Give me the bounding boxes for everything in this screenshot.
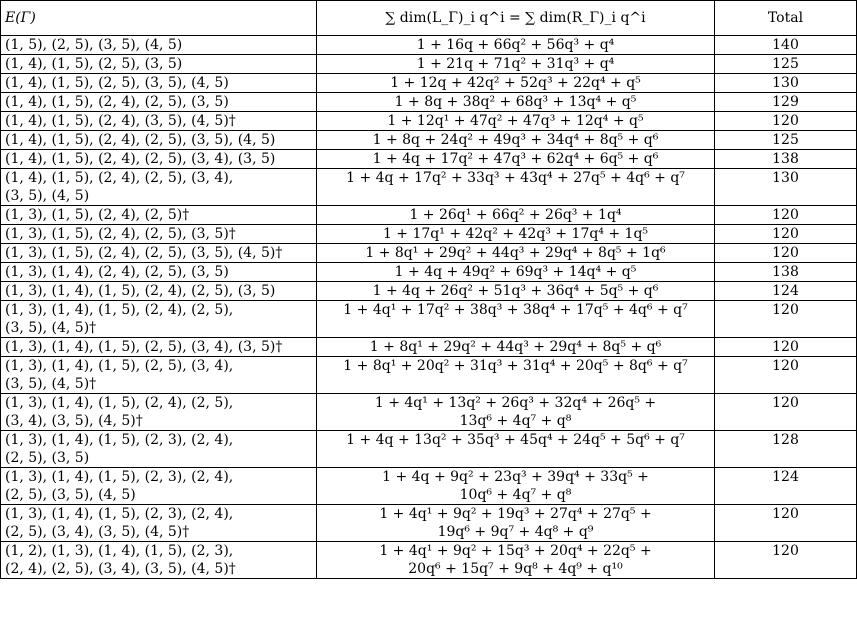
- header-dimension-sum: ∑ dim(L_Γ)_i q^i = ∑ dim(R_Γ)_i q^i: [317, 1, 715, 36]
- total-cell-text: 120: [772, 339, 799, 355]
- dimension-polynomial-cell-text: 1 + 4q + 13q² + 35q³ + 45q⁴ + 24q⁵ + 5q⁶ + q⁷: [346, 432, 685, 448]
- table-body: [1, 36, 857, 579]
- table-row: [1, 542, 857, 579]
- edge-set-cell: [1, 150, 317, 169]
- total-cell-text: 128: [772, 432, 799, 448]
- total-cell: [715, 468, 857, 505]
- dimension-polynomial-cell: [317, 338, 715, 357]
- total-cell-text: 130: [772, 75, 799, 91]
- total-cell-text: 129: [772, 94, 799, 110]
- dimension-polynomial-cell: [317, 206, 715, 225]
- dimension-polynomial-cell: [317, 263, 715, 282]
- header-edges: E(Γ): [1, 1, 317, 36]
- edge-set-cell: [1, 169, 317, 206]
- edge-set-cell: [1, 301, 317, 338]
- table-row: [1, 225, 857, 244]
- edge-set-cell-text: (1, 4), (1, 5), (2, 4), (2, 5), (3, 4), (3, 5), (4, 5): [5, 170, 234, 204]
- edge-set-cell: [1, 74, 317, 93]
- table-row: [1, 301, 857, 338]
- edge-set-cell: [1, 206, 317, 225]
- total-cell-text: 124: [772, 469, 799, 485]
- table-row: [1, 431, 857, 468]
- edge-set-cell-text: (1, 3), (1, 4), (1, 5), (2, 5), (3, 4), (3, 5), (4, 5)†: [5, 358, 234, 392]
- dimension-polynomial-cell: [317, 357, 715, 394]
- dimension-polynomial-cell: [317, 225, 715, 244]
- dimension-polynomial-cell: [317, 282, 715, 301]
- edge-set-cell: [1, 131, 317, 150]
- edge-set-cell-text: (1, 4), (1, 5), (2, 4), (2, 5), (3, 5): [5, 94, 229, 110]
- total-cell-text: 130: [772, 170, 799, 186]
- edge-set-cell-text: (1, 4), (1, 5), (2, 4), (3, 5), (4, 5)†: [5, 113, 236, 129]
- dimension-polynomial-cell-text: 1 + 4q + 17q² + 33q³ + 43q⁴ + 27q⁵ + 4q⁶ + q⁷: [346, 170, 685, 186]
- total-cell: [715, 431, 857, 468]
- total-cell: [715, 206, 857, 225]
- dimension-polynomial-cell: [317, 112, 715, 131]
- edge-set-cell: [1, 263, 317, 282]
- total-cell-text: 138: [772, 264, 799, 280]
- dimension-polynomial-cell-text: 1 + 16q + 66q² + 56q³ + q⁴: [416, 37, 615, 53]
- dimension-polynomial-cell: [317, 301, 715, 338]
- total-cell: [715, 36, 857, 55]
- dimension-polynomial-cell: [317, 244, 715, 263]
- total-cell-text: 125: [772, 132, 799, 148]
- dimension-polynomial-cell-text: 1 + 8q + 24q² + 49q³ + 34q⁴ + 8q⁵ + q⁶: [372, 132, 659, 148]
- table-row: [1, 169, 857, 206]
- edge-set-cell: [1, 282, 317, 301]
- edge-set-cell: [1, 468, 317, 505]
- dimension-polynomial-cell-text: 1 + 8q¹ + 29q² + 44q³ + 29q⁴ + 8q⁵ + 1q⁶: [365, 245, 666, 261]
- total-cell-text: 120: [772, 506, 799, 522]
- edge-set-cell-text: (1, 3), (1, 4), (1, 5), (2, 4), (2, 5), (3, 5), (4, 5)†: [5, 302, 234, 336]
- edge-set-cell: [1, 394, 317, 431]
- total-cell: [715, 55, 857, 74]
- edge-set-cell-text: (1, 3), (1, 4), (1, 5), (2, 3), (2, 4), (2, 5), (3, 5), (4, 5): [5, 469, 234, 503]
- total-cell-text: 120: [772, 302, 799, 318]
- dimension-polynomial-cell: [317, 169, 715, 206]
- dimension-polynomial-cell: [317, 431, 715, 468]
- dimension-polynomial-cell-text: 1 + 8q + 38q² + 68q³ + 13q⁴ + q⁵: [394, 94, 637, 110]
- edge-set-cell-text: (1, 4), (1, 5), (2, 4), (2, 5), (3, 4), (3, 5): [5, 151, 276, 167]
- edge-set-cell-text: (1, 3), (1, 4), (1, 5), (2, 3), (2, 4), (2, 5), (3, 4), (3, 5), (4, 5)†: [5, 506, 234, 540]
- edge-set-cell-text: (1, 5), (2, 5), (3, 5), (4, 5): [5, 37, 183, 53]
- total-cell-text: 120: [772, 543, 799, 559]
- total-cell: [715, 505, 857, 542]
- table-row: [1, 357, 857, 394]
- total-cell: [715, 263, 857, 282]
- dimension-polynomial-cell-text: 1 + 21q + 71q² + 31q³ + q⁴: [416, 56, 615, 72]
- table-row: [1, 112, 857, 131]
- total-cell-text: 138: [772, 151, 799, 167]
- edge-set-cell-text: (1, 4), (1, 5), (2, 5), (3, 5): [5, 56, 183, 72]
- total-cell: [715, 131, 857, 150]
- edge-set-cell: [1, 431, 317, 468]
- edge-set-cell-text: (1, 3), (1, 5), (2, 4), (2, 5), (3, 5), (4, 5)†: [5, 245, 283, 261]
- total-cell: [715, 282, 857, 301]
- dimension-polynomial-cell-text: 1 + 4q¹ + 17q² + 38q³ + 38q⁴ + 17q⁵ + 4q⁶ + q⁷: [343, 302, 688, 318]
- total-cell-text: 120: [772, 207, 799, 223]
- dimension-polynomial-cell-text: 1 + 4q¹ + 9q² + 15q³ + 20q⁴ + 22q⁵ + 20q⁶ + 15q⁷ + 9q⁸ + 4q⁹ + q¹⁰: [379, 543, 652, 577]
- total-cell: [715, 301, 857, 338]
- total-cell-text: 120: [772, 113, 799, 129]
- total-cell: [715, 93, 857, 112]
- dimension-polynomial-cell: [317, 93, 715, 112]
- total-cell: [715, 394, 857, 431]
- edge-set-cell: [1, 338, 317, 357]
- dimension-polynomial-cell: [317, 542, 715, 579]
- total-cell: [715, 244, 857, 263]
- total-cell: [715, 112, 857, 131]
- edge-set-cell-text: (1, 4), (1, 5), (2, 5), (3, 5), (4, 5): [5, 75, 229, 91]
- edge-set-cell-text: (1, 3), (1, 4), (1, 5), (2, 3), (2, 4), (2, 5), (3, 5): [5, 432, 234, 466]
- total-cell: [715, 74, 857, 93]
- edge-set-cell: [1, 112, 317, 131]
- edge-set-cell-text: (1, 3), (1, 5), (2, 4), (2, 5)†: [5, 207, 190, 223]
- dimension-polynomial-cell: [317, 394, 715, 431]
- table-row: [1, 468, 857, 505]
- table-row: [1, 263, 857, 282]
- table-row: [1, 74, 857, 93]
- total-cell-text: 120: [772, 358, 799, 374]
- dimension-polynomial-cell: [317, 55, 715, 74]
- dimension-polynomial-cell: [317, 36, 715, 55]
- table-row: [1, 505, 857, 542]
- dimension-polynomial-cell-text: 1 + 4q + 26q² + 51q³ + 36q⁴ + 5q⁵ + q⁶: [372, 283, 659, 299]
- dimension-polynomial-cell-text: 1 + 26q¹ + 66q² + 26q³ + 1q⁴: [409, 207, 622, 223]
- table-row: [1, 394, 857, 431]
- table-row: [1, 131, 857, 150]
- edge-set-cell: [1, 357, 317, 394]
- total-cell-text: 120: [772, 395, 799, 411]
- header-row: [1, 1, 857, 36]
- total-cell: [715, 169, 857, 206]
- dimension-polynomial-cell-text: 1 + 12q¹ + 47q² + 47q³ + 12q⁴ + q⁵: [387, 113, 644, 129]
- dimension-polynomial-cell-text: 1 + 8q¹ + 20q² + 31q³ + 31q⁴ + 20q⁵ + 8q⁶ + q⁷: [343, 358, 688, 374]
- dimension-polynomial-cell-text: 1 + 17q¹ + 42q² + 42q³ + 17q⁴ + 1q⁵: [382, 226, 649, 242]
- edge-set-cell-text: (1, 3), (1, 4), (1, 5), (2, 4), (2, 5), (3, 4), (3, 5), (4, 5)†: [5, 395, 234, 429]
- edge-set-cell-text: (1, 3), (1, 4), (2, 4), (2, 5), (3, 5): [5, 264, 229, 280]
- total-cell-text: 140: [772, 37, 799, 53]
- dimension-polynomial-cell-text: 1 + 4q¹ + 9q² + 19q³ + 27q⁴ + 27q⁵ + 19q⁶ + 9q⁷ + 4q⁸ + q⁹: [379, 506, 652, 540]
- total-cell-text: 120: [772, 226, 799, 242]
- dimension-polynomial-cell: [317, 150, 715, 169]
- edge-set-cell: [1, 505, 317, 542]
- total-cell: [715, 357, 857, 394]
- table-row: [1, 282, 857, 301]
- dimension-polynomial-cell: [317, 74, 715, 93]
- edge-set-cell: [1, 55, 317, 74]
- edge-set-cell: [1, 542, 317, 579]
- table-row: [1, 55, 857, 74]
- table-row: [1, 150, 857, 169]
- dimension-polynomial-cell-text: 1 + 8q¹ + 29q² + 44q³ + 29q⁴ + 8q⁵ + q⁶: [369, 339, 662, 355]
- total-cell-text: 120: [772, 245, 799, 261]
- total-cell: [715, 225, 857, 244]
- table-row: [1, 206, 857, 225]
- total-cell: [715, 542, 857, 579]
- table-row: [1, 244, 857, 263]
- dimension-polynomial-cell-text: 1 + 4q¹ + 13q² + 26q³ + 32q⁴ + 26q⁵ + 13q⁶ + 4q⁷ + q⁸: [374, 395, 657, 429]
- dimension-polynomial-cell: [317, 505, 715, 542]
- total-cell-text: 124: [772, 283, 799, 299]
- dimension-polynomial-cell-text: 1 + 4q + 9q² + 23q³ + 39q⁴ + 33q⁵ + 10q⁶ + 4q⁷ + q⁸: [382, 469, 649, 503]
- header-total: Total: [715, 1, 857, 36]
- edge-set-cell-text: (1, 2), (1, 3), (1, 4), (1, 5), (2, 3), (2, 4), (2, 5), (3, 4), (3, 5), (4, 5)†: [5, 543, 236, 577]
- dimension-polynomial-cell: [317, 131, 715, 150]
- dimension-polynomial-cell-text: 1 + 4q + 49q² + 69q³ + 14q⁴ + q⁵: [394, 264, 637, 280]
- dimension-polynomial-cell-text: 1 + 4q + 17q² + 47q³ + 62q⁴ + 6q⁵ + q⁶: [372, 151, 659, 167]
- dimension-polynomial-cell: [317, 468, 715, 505]
- total-cell: [715, 150, 857, 169]
- edge-set-cell: [1, 36, 317, 55]
- dimension-polynomial-cell-text: 1 + 12q + 42q² + 52q³ + 22q⁴ + q⁵: [390, 75, 641, 91]
- total-cell: [715, 338, 857, 357]
- total-cell-text: 125: [772, 56, 799, 72]
- edge-set-cell: [1, 93, 317, 112]
- table-row: [1, 36, 857, 55]
- edge-set-cell-text: (1, 4), (1, 5), (2, 4), (2, 5), (3, 5), (4, 5): [5, 132, 276, 148]
- edge-set-cell-text: (1, 3), (1, 5), (2, 4), (2, 5), (3, 5)†: [5, 226, 236, 242]
- table-row: [1, 93, 857, 112]
- edge-set-cell-text: (1, 3), (1, 4), (1, 5), (2, 4), (2, 5), (3, 5): [5, 283, 276, 299]
- edge-set-cell-text: (1, 3), (1, 4), (1, 5), (2, 5), (3, 4), (3, 5)†: [5, 339, 283, 355]
- edge-set-cell: [1, 244, 317, 263]
- table-row: [1, 338, 857, 357]
- edge-set-cell: [1, 225, 317, 244]
